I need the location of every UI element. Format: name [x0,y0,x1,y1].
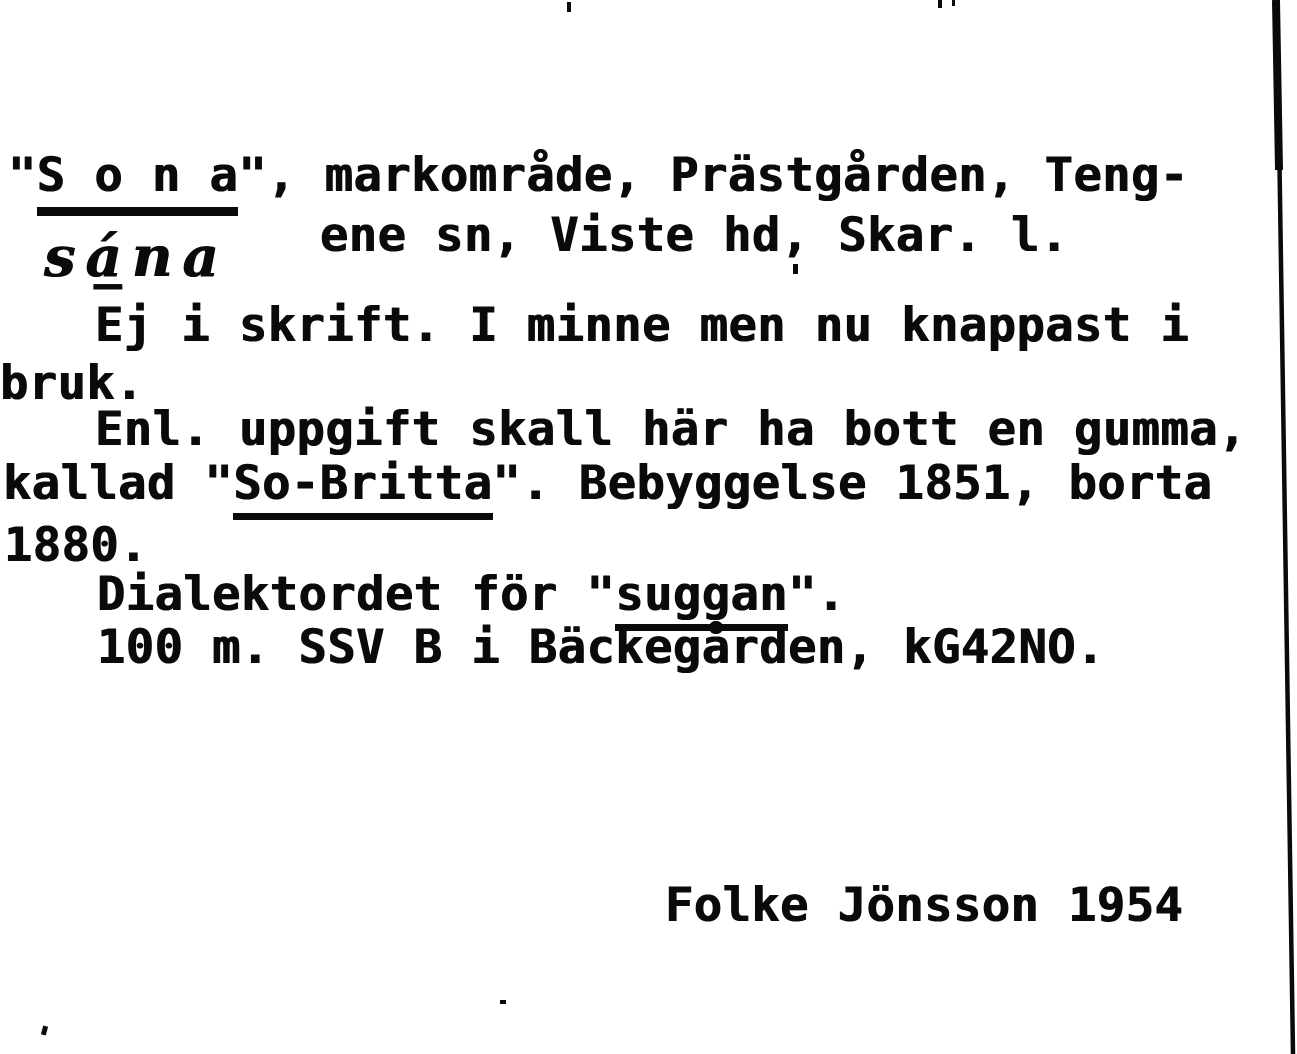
location-note-line: 100 m. SSV B i Bäckegården, kG42NO. [97,620,1105,675]
handwritten-phonetic: sá̲na [44,224,229,290]
nickname-so-britta: So-Britta [233,456,492,520]
signature-line: Folke Jönsson 1954 [665,878,1184,933]
scan-speck [952,0,955,6]
dialect-note-after: ". [788,567,846,622]
title-line-2: ene sn, Viste hd, Skar. l. [320,208,1069,263]
history-note-line-2 [3,456,1212,520]
scan-speck [793,264,798,274]
history-note-line-1: Enl. uppgift skall här ha bott en gumma, [95,402,1247,457]
scan-speck [41,1026,48,1036]
title-rest: ", markområde, Prästgården, Teng- [238,148,1189,203]
usage-note-line-2: bruk. [0,356,144,411]
scan-speck [567,2,571,12]
scan-speck [938,0,942,8]
dialect-note-before: Dialektordet för " [97,567,616,622]
history-note-after: ". Bebyggelse 1851, borta [492,456,1213,511]
title-line-1 [8,148,1189,216]
scan-speck [500,1000,506,1004]
usage-note-line-1: Ej i skrift. I minne men nu knappast i [95,298,1190,353]
place-name: S o n a [37,148,239,216]
history-note-before: kallad " [3,456,234,511]
open-quote: " [8,148,37,203]
dialect-word-suggan: suggan [615,567,788,631]
history-note-line-3: 1880. [4,518,148,573]
